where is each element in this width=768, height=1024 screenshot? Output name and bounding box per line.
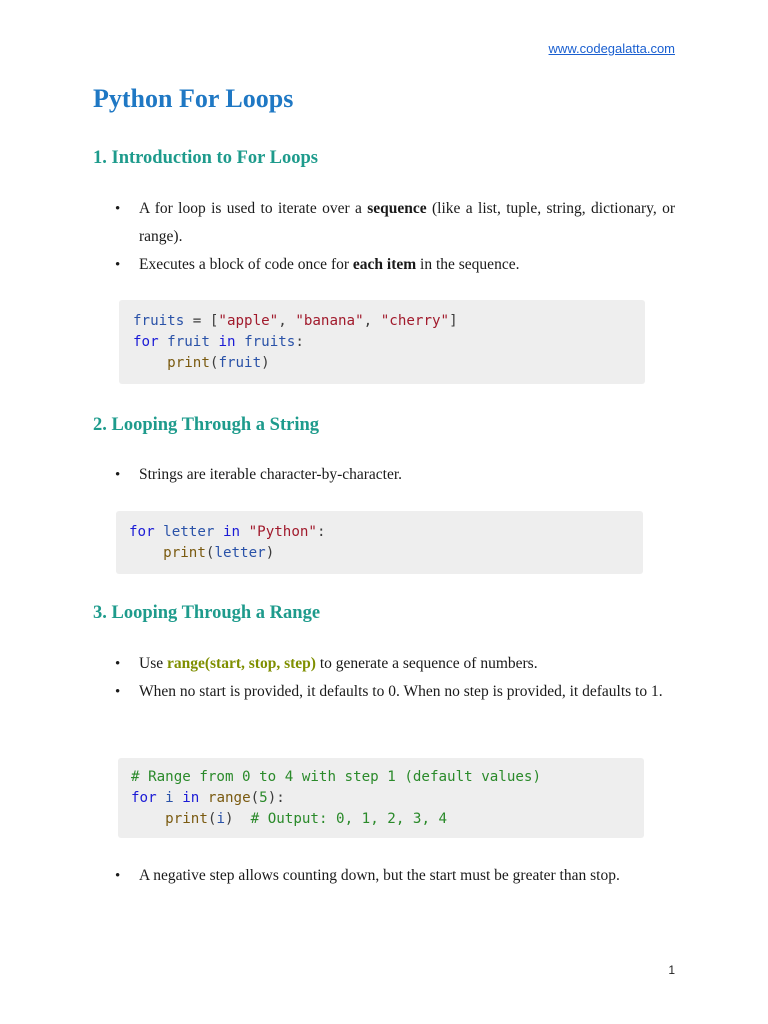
page-title: Python For Loops [93,84,294,113]
site-link[interactable]: www.codegalatta.com [548,41,675,56]
list-item: • Strings are iterable character-by-character. [93,461,675,489]
list-item: • A negative step allows counting down, but the start must be greater than stop. [93,862,675,890]
list-item: • When no start is provided, it defaults to 0. When no step is provided, it defaults to 1. [93,678,675,706]
list-item: • Executes a block of code once for each item in the sequence. [93,251,675,279]
range-trailing-bullet-list [93,862,675,890]
section-heading-intro: 1. Introduction to For Loops [93,148,318,168]
intro-bullet-list [93,195,675,279]
section-heading-range: 3. Looping Through a Range [93,603,321,623]
section-heading-string: 2. Looping Through a String [93,415,320,435]
code-block-range: # Range from 0 to 4 with step 1 (default values) for i in range(5): print(i) # Output: 0, 1, 2, 3, 4 [118,758,644,838]
range-bullet-list [93,650,675,706]
list-item: • A for loop is used to iterate over a sequence (like a list, tuple, string, dictionary, or range). [93,195,675,251]
page-number: 1 [668,963,675,977]
code-block-fruits: fruits = ["apple", "banana", "cherry"] for fruit in fruits: print(fruit) [119,300,645,384]
string-bullet-list [93,461,675,489]
list-item: • Use range(start, stop, step) to generate a sequence of numbers. [93,650,675,678]
code-block-string: for letter in "Python": print(letter) [116,511,643,574]
